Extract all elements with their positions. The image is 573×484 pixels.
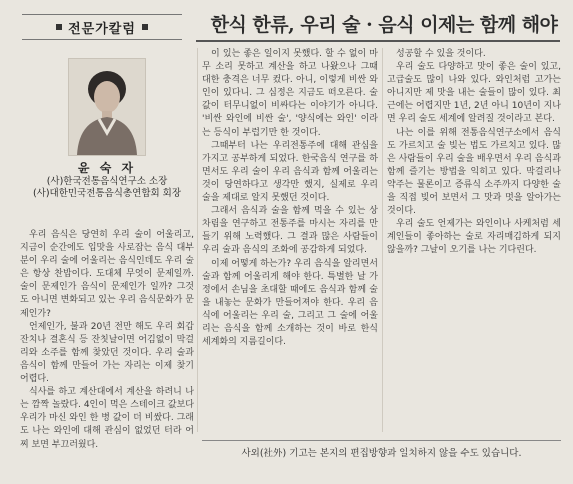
author-byline [20,162,194,200]
author-title-1: (사)한국전통음식연구소 소장 [46,176,168,187]
headline-rule [196,40,560,42]
paragraph: 우리 음식은 당연히 우리 술이 어울리고, 지금이 순간에도 입맛을 사로잡는 음식 대부분이 우리 술에 어울리는 음식인데도 우리 술은 항상 찬밥이다. 도대체 무엇이 문제일까. 술이 문제인가 음식이 문제인가 일까? 그것도 아니면 변화되고 있는 우리 음식문화가 문제인가? [20,230,194,319]
paragraph: 언제인가, 불과 20년 전만 해도 우리 회갑잔치나 결혼식 등 잔칫날이면 어김없이 막걸리와 소주를 함께 찾았던 것이다. 우리 술과 음식이 함께 만들어 가는 자리는 이제 찾기 어렵다. [20,321,194,385]
author-photo [68,58,146,156]
column-label [22,14,182,40]
square-bullet-icon [142,24,148,30]
article-column-3 [387,48,561,432]
column-divider [197,48,198,432]
paragraph: 그래서 음식과 술을 함께 먹을 수 있는 상차림을 연구하고 전통주를 마시는 자리를 만들기 위해 노력했다. 그 결과 많은 사람들이 우리 술과 음식의 조화에 공감하게 되었다. [202,206,378,256]
paragraph: 이제 어떻게 하는가? 우리 음식을 알리면서 술과 함께 어울리게 해야 한다. 특별한 날 가정에서 손님을 초대할 때에도 음식과 함께 술을 내놓는 문화가 만들어져야 한다. 우리 음식에 어울리는 우리 술, 그리고 그 술에 어울리는 음식을 함께 소개하는 것이 바로 한식 세계화의 지름길이다. [202,258,378,348]
headline: 한식 한류, 우리 술 · 음식 이제는 함께 해야 [210,14,558,36]
paragraph: 성공할 수 있을 것이다. [396,49,486,59]
paragraph: 이 있는 좋은 일이지 못했다. 할 수 없이 마무 소리 못하고 계산을 하고 나왔으나 그때 대한 충격은 너무 컸다. 아니, 이렇게 비싼 와인이 있다니. 그 심정은 지금도 떠오른다. 술값이 터무니없이 비싸다는 이야기가 아니다. '비싼 와인에 비싼 술', '양식에는 와인' 이라는 등식이 부럽기만 한 것이다. [202,49,378,138]
paragraph: 식사를 하고 계산대에서 계산을 하려니 나는 깜짝 놀랐다. 4인이 먹은 스테이크 값보다 우리가 마신 와인 한 병 값이 더 비쌌다. 그래도 나는 와인에 대해 관심이 없었던 터라 어찌 보면 부끄러웠다. [20,387,194,450]
article-column-1 [20,229,194,479]
paragraph: 우리 술도 언제가는 와인이나 사케처럼 세계인들이 좋아하는 술로 자리매김하게 되지 않을까? 그날이 오기를 나는 기다린다. [387,219,561,256]
author-portrait-icon [69,59,145,155]
column-label-text: 전문가칼럼 [68,21,136,37]
paragraph: 나는 이를 위해 전통음식연구소에서 음식도 가르치고 술 빚는 법도 가르치고 있다. 많은 사람들이 우리 술을 배우면서 우리 음식과 함께 즐기는 방법을 익히고 있다. 막걸리나 약주는 물론이고 증류식 소주까지 다양한 술을 직접 빚어 보면서 그 맛과 멋을 알아가는 것이다. [387,127,561,217]
paragraph: 우리 술도 다양하고 맛이 좋은 술이 있고, 고급술도 많이 나와 있다. 와인처럼 고가는 아니지만 제 맛을 내는 술들이 많이 있다. 최근에는 어렵지만 1년, 2년 아니 10년이 지나면 우리 술도 세계에 알려질 것이라고 본다. [387,62,561,125]
article-column-2 [202,48,378,432]
author-title-2: (사)대한민국전통음식총연합회 회장 [32,188,182,199]
author-name: 윤 숙 자 [77,161,137,175]
paragraph: 그때부터 나는 우리전통주에 대해 관심을 가지고 공부하게 되었다. 한국음식 연구를 하면서도 우리 술이 우리 음식과 함께 어울리는 것이 당연하다고 생각만 했지, 실제로 우리 술을 제대로 알지 못했던 것이다. [202,140,378,204]
column-divider [382,48,383,432]
square-bullet-icon [56,24,62,30]
disclaimer-footnote: 사외(社外) 기고는 본지의 편집방향과 일치하지 않을 수도 있습니다. [202,440,561,463]
